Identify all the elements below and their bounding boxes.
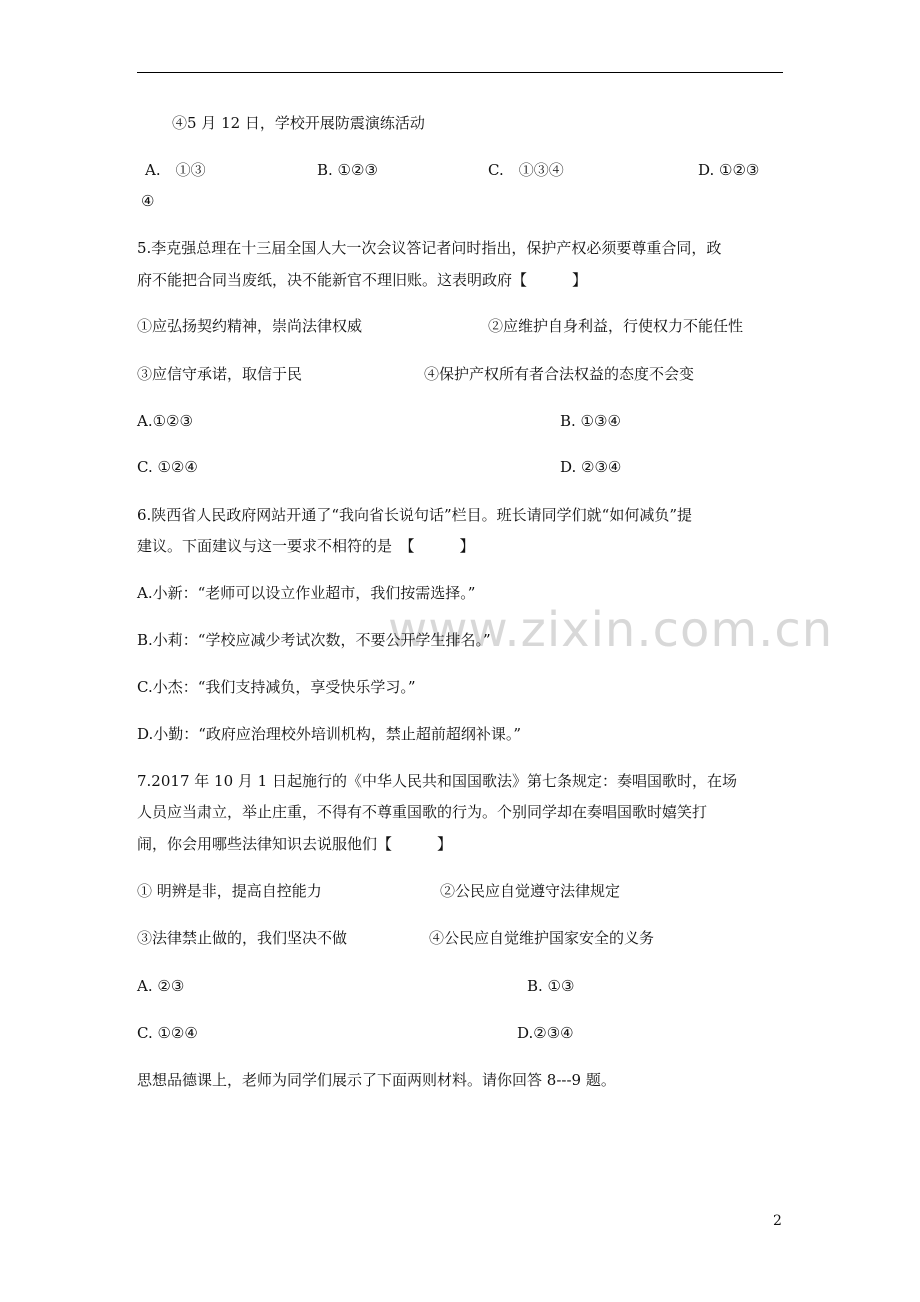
q7-option-b[interactable]: B. ①③ [527,977,575,995]
q6-stem-line2: 建议。下面建议与这一要求不相符的是 【 】 [137,537,475,555]
q5-stem-line1: 5.李克强总理在十三届全国人大一次会议答记者问时指出，保护产权必须要尊重合同，政 [137,239,722,257]
q7-option-a[interactable]: A. ②③ [137,977,185,995]
q7-item-2: ②公民应自觉遵守法律规定 [440,882,621,900]
q4-option-d-wrap: ④ [141,192,155,210]
q7-option-d[interactable]: D.②③④ [517,1024,574,1042]
q4-option-d[interactable]: D. ①②③ [698,161,760,179]
q7-stem-line3: 闹，你会用哪些法律知识去说服他们【 】 [137,835,453,853]
header-rule [137,72,783,73]
intro-questions-8-9: 思想品德课上，老师为同学们展示了下面两则材料。请你回答 8---9 题。 [137,1071,616,1089]
q7-item-3: ③法律禁止做的，我们坚决不做 [137,929,348,947]
q5-item-2: ②应维护自身利益，行使权力不能任性 [488,317,744,335]
q5-option-c[interactable]: C. ①②④ [137,458,198,476]
q4-item-4: ④5 月 12 日，学校开展防震演练活动 [172,114,425,132]
q7-option-c[interactable]: C. ①②④ [137,1024,198,1042]
q5-item-4: ④保护产权所有者合法权益的态度不会变 [424,365,695,383]
q7-stem-line1: 7.2017 年 10 月 1 日起施行的《中华人民共和国国歌法》第七条规定：奏唱国歌时，在场 [137,772,737,790]
q5-option-a[interactable]: A.①②③ [137,412,193,430]
q6-option-d[interactable]: D.小勤：“政府应治理校外培训机构，禁止超前超纲补课。” [137,725,522,743]
q7-stem-line2: 人员应当肃立，举止庄重，不得有不尊重国歌的行为。个别同学却在奏唱国歌时嬉笑打 [137,803,708,821]
q4-option-a[interactable]: A. ①③ [145,161,206,179]
q5-option-b[interactable]: B. ①③④ [560,412,621,430]
page-number: 2 [773,1213,782,1229]
q7-item-1: ① 明辨是非，提高自控能力 [137,882,322,900]
q6-option-c[interactable]: C.小杰：“我们支持减负，享受快乐学习。” [137,678,416,696]
q6-option-b[interactable]: B.小莉：“学校应减少考试次数，不要公开学生排名。” [137,631,491,649]
q5-item-3: ③应信守承诺，取信于民 [137,365,303,383]
q5-stem-line2: 府不能把合同当废纸，决不能新官不理旧账。这表明政府【 】 [137,271,588,289]
q5-option-d[interactable]: D. ②③④ [560,458,622,476]
q6-option-a[interactable]: A.小新：“老师可以设立作业超市，我们按需选择。” [137,584,476,602]
q6-stem-line1: 6.陕西省人民政府网站开通了“我向省长说句话”栏目。班长请同学们就“如何减负”提 [137,506,692,524]
q5-item-1: ①应弘扬契约精神，崇尚法律权威 [137,317,363,335]
watermark: www.zixin.com.cn [388,602,834,658]
q4-option-b[interactable]: B. ①②③ [317,161,378,179]
q4-option-c[interactable]: C. ①③④ [488,161,564,179]
q7-item-4: ④公民应自觉维护国家安全的义务 [429,929,655,947]
